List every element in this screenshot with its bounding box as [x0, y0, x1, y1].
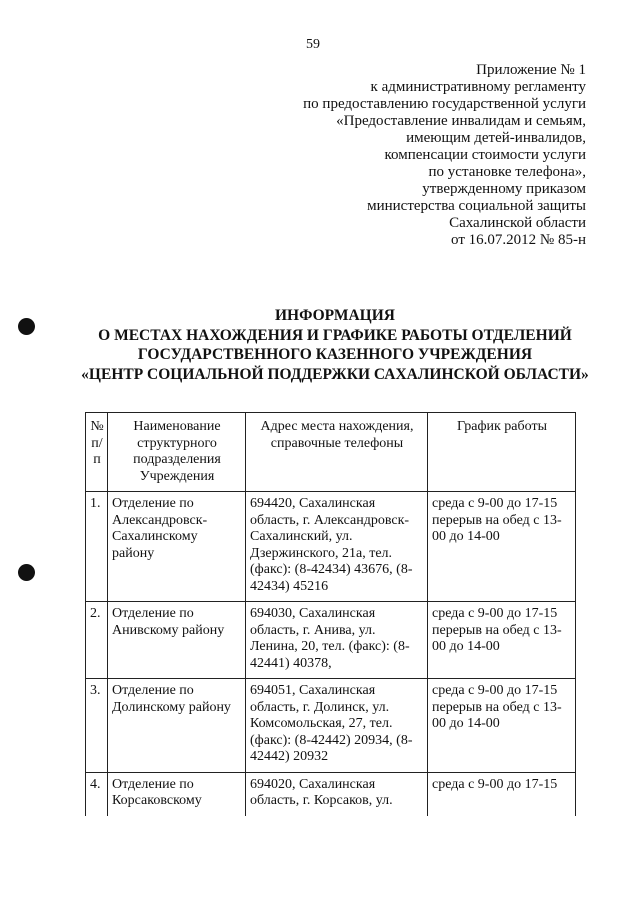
- table-row: [86, 772, 576, 816]
- appendix-line: к административному регламенту: [370, 79, 586, 95]
- heading-line: О МЕСТАХ НАХОЖДЕНИЯ И ГРАФИКЕ РАБОТЫ ОТДЕЛЕНИЙ: [98, 326, 572, 344]
- table-header-row: [86, 413, 576, 492]
- row-num: 1.: [86, 492, 108, 602]
- row-address: 694030, Сахалинская область, г. Анива, ул. Ленина, 20, тел. (факс): (8-42441) 40378,: [246, 602, 428, 679]
- row-num: 2.: [86, 602, 108, 679]
- row-name: Отделение по Александровск-Сахалинскому району: [108, 492, 246, 602]
- table-row: [86, 492, 576, 602]
- header-address: Адрес места нахождения, справочные телефоны: [246, 413, 428, 492]
- header-schedule: График работы: [428, 413, 576, 492]
- schedule-days: среда с 9-00 до 17-15: [432, 606, 558, 621]
- heading-line: ГОСУДАРСТВЕННОГО КАЗЕННОГО УЧРЕЖДЕНИЯ: [137, 346, 533, 363]
- appendix-block: [226, 62, 586, 249]
- appendix-line: Приложение № 1: [476, 62, 586, 78]
- header-num: № п/п: [86, 413, 108, 492]
- appendix-line: министерства социальной защиты: [367, 198, 586, 214]
- heading-line: ИНФОРМАЦИЯ: [275, 307, 395, 324]
- appendix-line: Сахалинской области: [449, 215, 586, 231]
- schedule-days: среда с 9-00 до 17-15: [432, 496, 558, 511]
- page-number: 59: [306, 37, 320, 52]
- row-schedule: [428, 602, 576, 679]
- appendix-line: компенсации стоимости услуги: [384, 147, 586, 163]
- table-row: [86, 679, 576, 773]
- row-address: 694051, Сахалинская область, г. Долинск, ул. Комсомольская, 27, тел. (факс): (8-42442) 20934, (8-42442) 20932: [246, 679, 428, 773]
- schedule-break: перерыв на обед с 13-00 до 14-00: [432, 622, 562, 654]
- appendix-line: имеющим детей-инвалидов,: [406, 130, 586, 146]
- header-name: Наименование структурного подразделения Учреждения: [108, 413, 246, 492]
- row-num: 4.: [86, 772, 108, 816]
- appendix-line: от 16.07.2012 № 85-н: [451, 232, 586, 248]
- row-name: Отделение по Корсаковскому: [108, 772, 246, 816]
- row-name: Отделение по Анивскому району: [108, 602, 246, 679]
- appendix-line: утвержденному приказом: [422, 181, 586, 197]
- row-schedule: [428, 679, 576, 773]
- punch-hole-bottom: [18, 564, 35, 581]
- appendix-line: «Предоставление инвалидам и семьям,: [336, 113, 586, 129]
- row-schedule: [428, 492, 576, 602]
- heading-line: «ЦЕНТР СОЦИАЛЬНОЙ ПОДДЕРЖКИ САХАЛИНСКОЙ ОБЛАСТИ»: [81, 365, 589, 383]
- schedule-break: перерыв на обед с 13-00 до 14-00: [432, 512, 562, 544]
- schedule-break: перерыв на обед с 13-00 до 14-00: [432, 699, 562, 731]
- row-num: 3.: [86, 679, 108, 773]
- row-address: 694420, Сахалинская область, г. Александровск-Сахалинский, ул. Дзержинского, 21а, тел. (факс): (8-42434) 43676, (8-42434) 45216: [246, 492, 428, 602]
- schedule-days: среда с 9-00 до 17-15: [432, 683, 558, 698]
- row-schedule: [428, 772, 576, 816]
- row-name: Отделение по Долинскому району: [108, 679, 246, 773]
- offices-table: [85, 412, 576, 816]
- row-address: 694020, Сахалинская область, г. Корсаков, ул.: [246, 772, 428, 816]
- table-row: [86, 602, 576, 679]
- schedule-days: среда с 9-00 до 17-15: [432, 776, 558, 792]
- punch-hole-top: [18, 318, 35, 335]
- document-heading: [70, 306, 600, 384]
- appendix-line: по предоставлению государственной услуги: [303, 96, 586, 112]
- appendix-line: по установке телефона»,: [428, 164, 586, 180]
